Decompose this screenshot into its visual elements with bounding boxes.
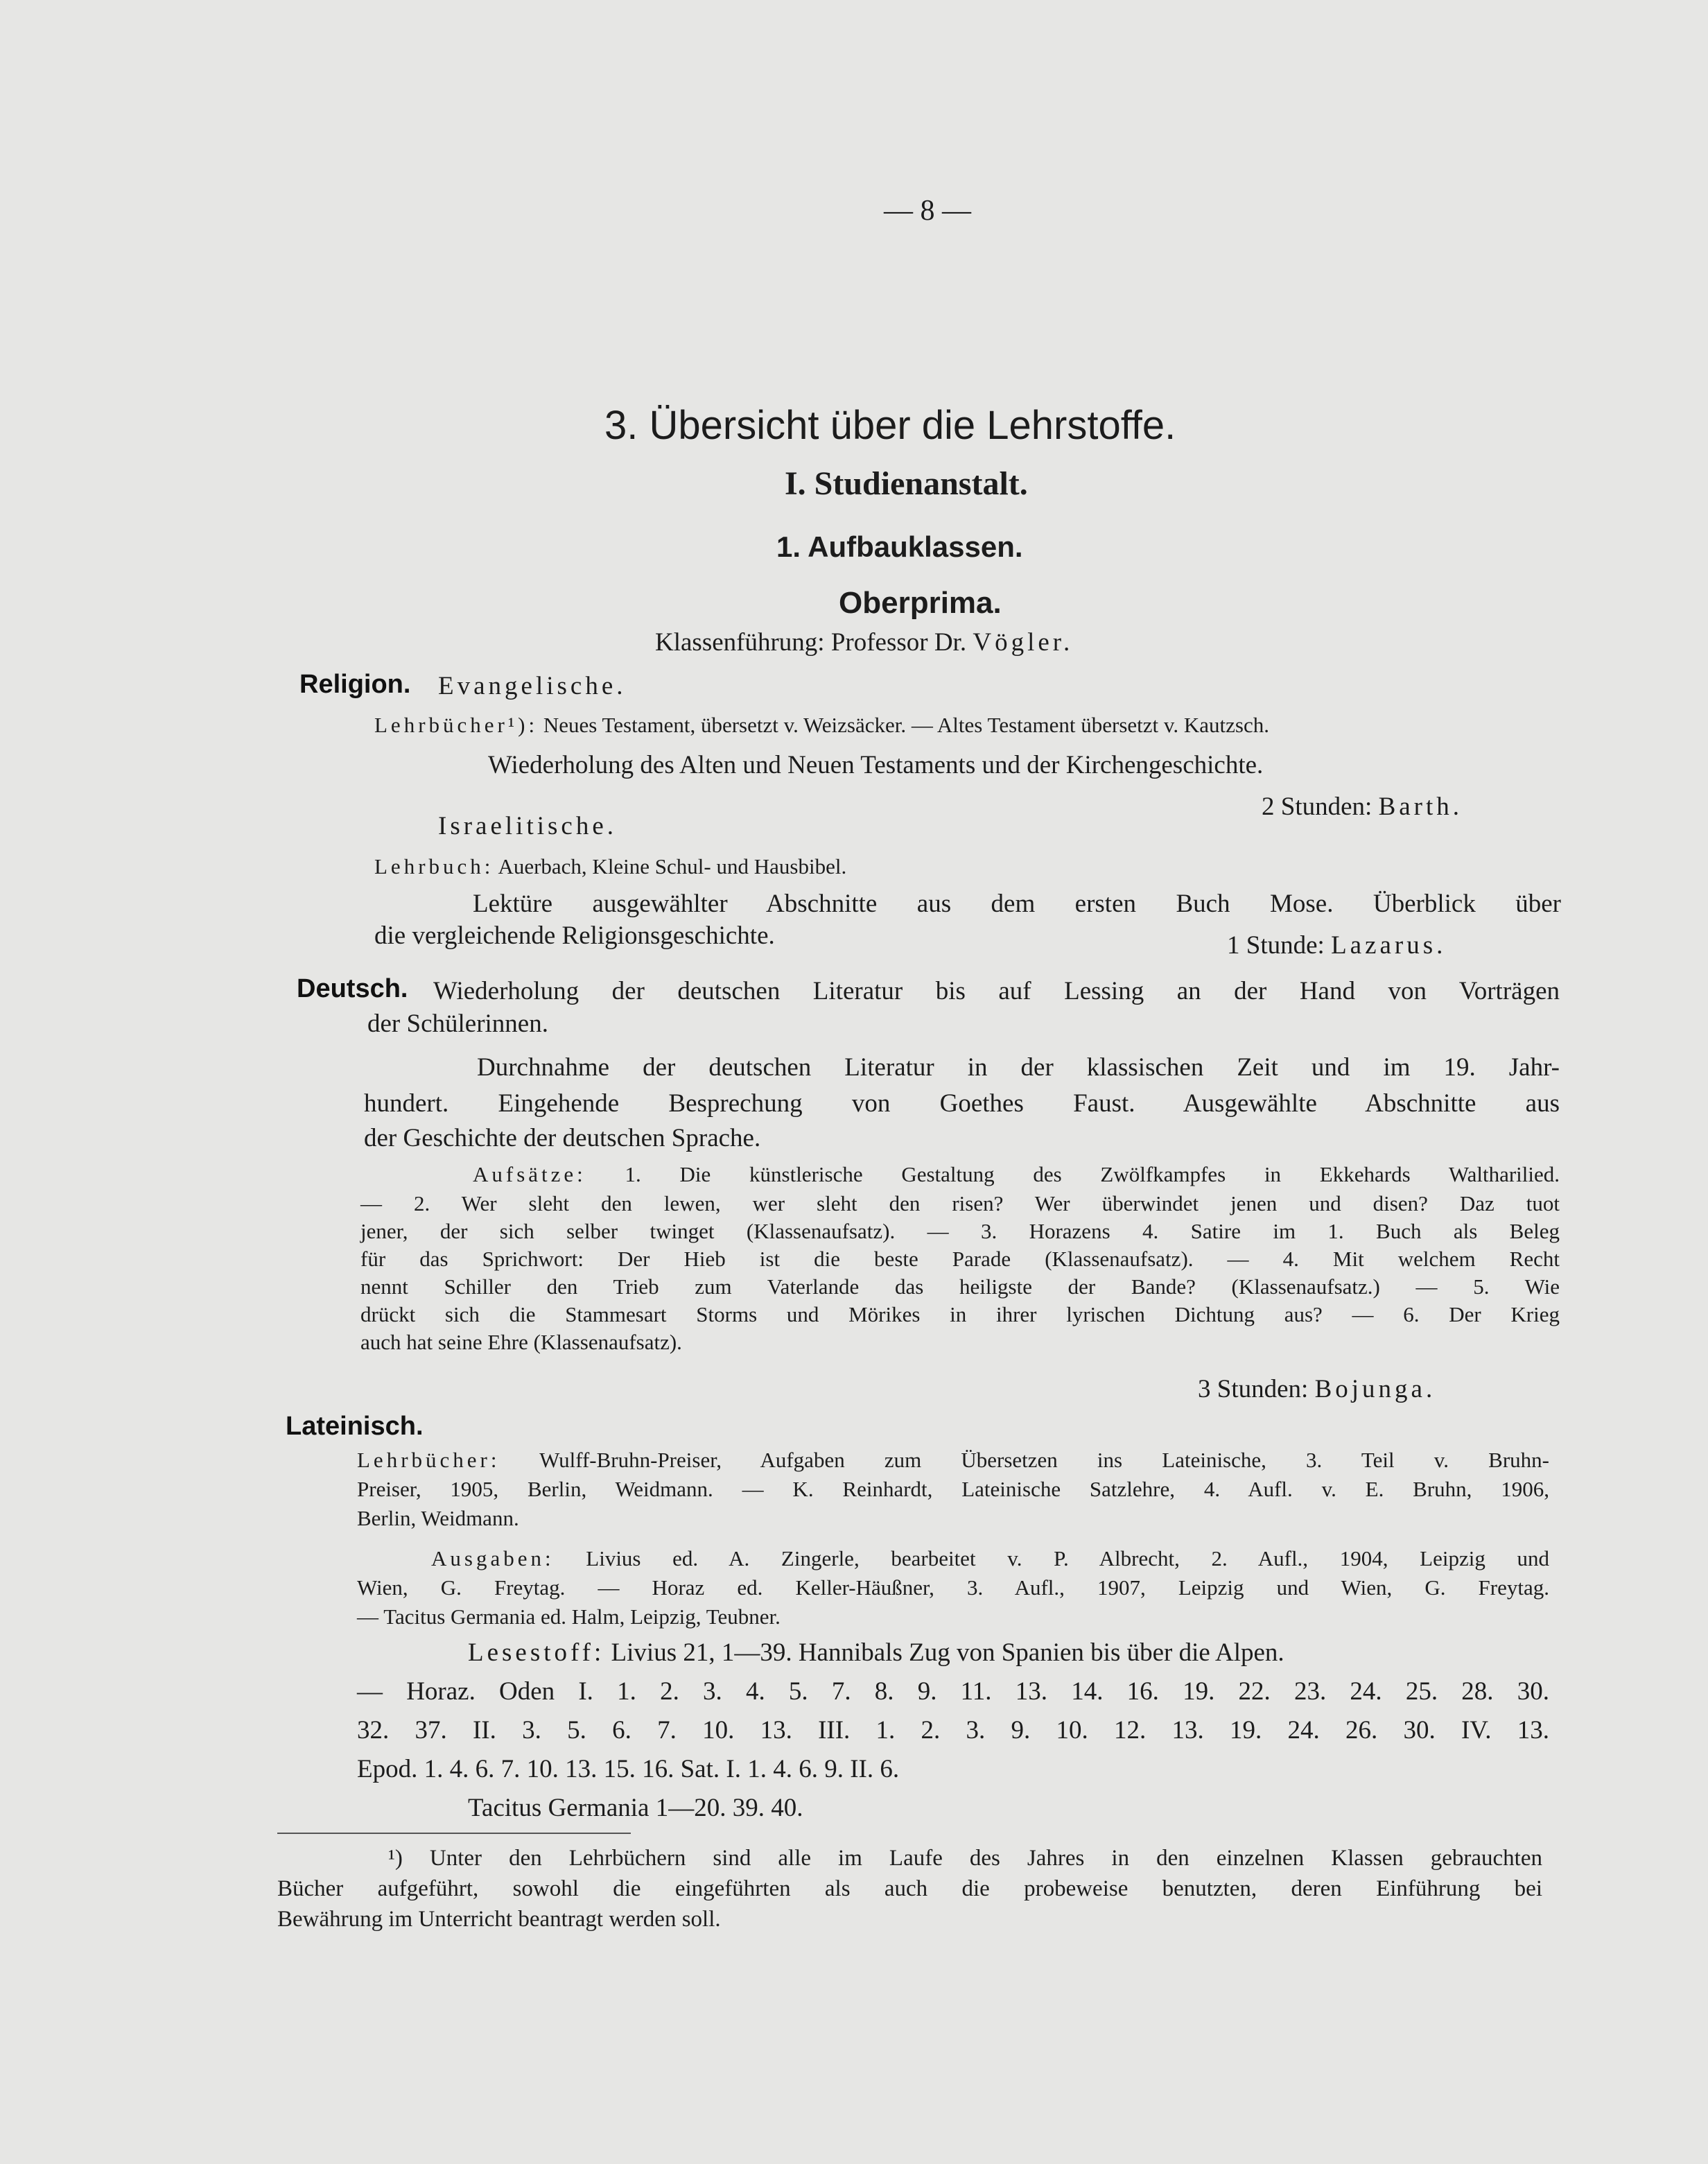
- deutsch-line-2: der Schülerinnen.: [367, 1010, 548, 1038]
- reading-text: Livius 21, 1—39. Hannibals Zug von Spanien bis über die Alpen.: [611, 1638, 1284, 1667]
- class-leadership: [655, 627, 1073, 657]
- religion-israelite-books: [374, 854, 846, 879]
- religion-evangelical-hours: [1262, 792, 1463, 822]
- latein-reading-line-2: — Horaz. Oden I. 1. 2. 3. 4. 5. 7. 8. 9. 11. 13. 14. 16. 19. 22. 23. 24. 25. 28. 30.: [357, 1677, 1549, 1706]
- editions-label: Ausgaben:: [431, 1546, 555, 1570]
- books-text: Wulff-Bruhn-Preiser, Aufgaben zum Übersetzen ins Lateinische, 3. Teil v. Bruhn-: [539, 1448, 1549, 1472]
- essays-label: Aufsätze:: [473, 1162, 586, 1186]
- essays-text: 1. Die künstlerische Gestaltung des Zwölfkampfes in Ekkehards Waltharilied.: [625, 1162, 1560, 1186]
- books-label: Lehrbücher:: [357, 1448, 500, 1472]
- religion-evangelical-books: [374, 713, 1269, 738]
- latein-editions-line-2: Wien, G. Freytag. — Horaz ed. Keller-Häußner, 3. Aufl., 1907, Leipzig und Wien, G. Freytag.: [357, 1575, 1549, 1600]
- deutsch-essays-line-2: — 2. Wer sleht den lewen, wer sleht den risen? Wer überwindet jenen und disen? Daz tuot: [360, 1191, 1560, 1215]
- editions-text: Livius ed. A. Zingerle, bearbeitet v. P. Albrecht, 2. Aufl., 1904, Leipzig und: [586, 1546, 1549, 1570]
- class-leadership-name: Professor Dr.: [830, 628, 967, 657]
- religion-israelite-heading: Israelitische.: [438, 812, 617, 840]
- main-title: 3. Übersicht über die Lehrstoffe.: [604, 403, 1176, 448]
- reading-label: Lesestoff:: [468, 1638, 605, 1667]
- section-heading: 1. Aufbauklassen.: [776, 530, 1023, 563]
- deutsch-line-3: Durchnahme der deutschen Literatur in der klassischen Zeit und im 19. Jahr-: [477, 1053, 1560, 1082]
- footnote-line-1: ¹) Unter den Lehrbüchern sind alle im Laufe des Jahres in den einzelnen Klassen gebrauchten: [388, 1846, 1542, 1871]
- teacher-name: Barth.: [1378, 793, 1463, 821]
- deutsch-line-1: Wiederholung der deutschen Literatur bis auf Lessing an der Hand von Vorträgen: [433, 977, 1560, 1005]
- deutsch-line-4: hundert. Eingehende Besprechung von Goethes Faust. Ausgewählte Abschnitte aus: [364, 1089, 1560, 1118]
- religion-israelite-content-2: die vergleichende Religionsgeschichte.: [374, 921, 775, 950]
- religion-israelite-hours: [1227, 930, 1446, 960]
- deutsch-essays-line-4: für das Sprichwort: Der Hieb ist die beste Parade (Klassenaufsatz). — 4. Mit welchem Recht: [360, 1247, 1560, 1271]
- latein-reading-line-5: Tacitus Germania 1—20. 39. 40.: [468, 1794, 803, 1822]
- religion-evangelical-heading: Evangelische.: [438, 672, 627, 700]
- page-number: — 8 —: [884, 195, 971, 227]
- footnote-line-3: Bewährung im Unterricht beantragt werden soll.: [277, 1907, 721, 1932]
- deutsch-essays-line-3: jener, der sich selber twinget (Klassenaufsatz). — 3. Horazens 4. Satire im 1. Buch als Beleg: [360, 1219, 1560, 1243]
- subtitle: I. Studienanstalt.: [785, 465, 1028, 502]
- deutsch-hours: [1198, 1374, 1436, 1404]
- hours-label: 2 Stunden:: [1262, 793, 1372, 821]
- footnote-line-2: Bücher aufgeführt, sowohl die eingeführten als auch die probeweise benutzten, deren Einführung bei: [277, 1876, 1542, 1901]
- books-text: Auerbach, Kleine Schul- und Hausbibel.: [498, 854, 847, 878]
- deutsch-essays-line-1: [473, 1162, 1560, 1187]
- latein-subject: Lateinisch.: [286, 1412, 424, 1441]
- hours-label: 1 Stunde:: [1227, 931, 1325, 960]
- latein-editions-line-1: [431, 1546, 1549, 1571]
- latein-reading-line-1: [468, 1638, 1284, 1668]
- deutsch-subject: Deutsch.: [297, 974, 408, 1003]
- religion-subject: Religion.: [299, 670, 411, 699]
- latein-books-line-3: Berlin, Weidmann.: [357, 1506, 519, 1530]
- hours-label: 3 Stunden:: [1198, 1375, 1309, 1403]
- teacher-name: Lazarus.: [1331, 931, 1447, 960]
- books-label: Lehrbuch:: [374, 854, 494, 878]
- books-label: Lehrbücher¹):: [374, 713, 539, 737]
- footnote-divider: [277, 1833, 631, 1834]
- class-leadership-surname: Vögler.: [973, 628, 1074, 657]
- teacher-name: Bojunga.: [1314, 1375, 1436, 1403]
- deutsch-essays-line-5: nennt Schiller den Trieb zum Vaterlande das heiligste der Bande? (Klassenaufsatz.) — 5. Wie: [360, 1274, 1560, 1299]
- deutsch-essays-line-6: drückt sich die Stammesart Storms und Mörikes in ihrer lyrischen Dichtung aus? — 6. Der Krieg: [360, 1302, 1560, 1326]
- latein-editions-line-3: — Tacitus Germania ed. Halm, Leipzig, Teubner.: [357, 1604, 781, 1629]
- class-heading: Oberprima.: [839, 586, 1002, 620]
- religion-israelite-content-1: Lektüre ausgewählter Abschnitte aus dem ersten Buch Mose. Überblick über: [473, 890, 1561, 918]
- latein-reading-line-3: 32. 37. II. 3. 5. 6. 7. 10. 13. III. 1. 2. 3. 9. 10. 12. 13. 19. 24. 26. 30. IV. 13.: [357, 1716, 1549, 1745]
- books-text: Neues Testament, übersetzt v. Weizsäcker. — Altes Testament übersetzt v. Kautzsch.: [543, 713, 1269, 737]
- latein-books-line-1: [357, 1448, 1549, 1473]
- deutsch-essays-line-7: auch hat seine Ehre (Klassenaufsatz).: [360, 1330, 682, 1354]
- deutsch-line-5: der Geschichte der deutschen Sprache.: [364, 1124, 761, 1152]
- latein-books-line-2: Preiser, 1905, Berlin, Weidmann. — K. Reinhardt, Lateinische Satzlehre, 4. Aufl. v. E. Bruhn, 1906,: [357, 1477, 1549, 1501]
- class-leadership-label: Klassenführung:: [655, 628, 825, 657]
- religion-evangelical-content: Wiederholung des Alten und Neuen Testaments und der Kirchengeschichte.: [488, 751, 1264, 779]
- latein-reading-line-4: Epod. 1. 4. 6. 7. 10. 13. 15. 16. Sat. I. 1. 4. 6. 9. II. 6.: [357, 1755, 900, 1783]
